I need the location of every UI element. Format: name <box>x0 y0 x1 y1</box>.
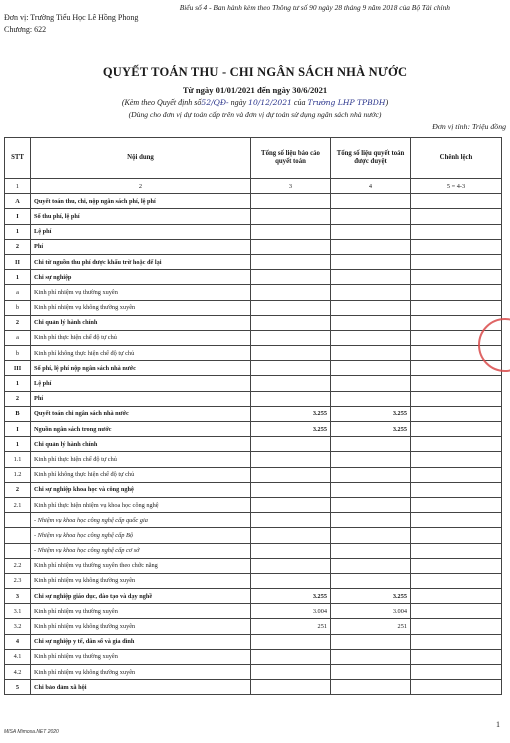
row-content: Chi từ nguồn thu phí được khấu trừ hoặc để lại <box>31 254 251 269</box>
table-row <box>5 224 502 239</box>
row-content: Kinh phí không thực hiện chế độ tự chủ <box>31 467 251 482</box>
row-stt: III <box>5 361 31 376</box>
row-stt: 2.1 <box>5 497 31 512</box>
table-row <box>5 482 502 497</box>
row-difference <box>411 528 502 543</box>
row-content: Nguồn ngân sách trong nước <box>31 422 251 437</box>
row-reported <box>251 634 331 649</box>
row-approved <box>331 649 411 664</box>
row-content: Chi quản lý hành chính <box>31 437 251 452</box>
row-content: - Nhiệm vụ khoa học công nghệ cấp quốc gia <box>31 513 251 528</box>
index-cell: 1 <box>5 179 31 194</box>
row-approved <box>331 558 411 573</box>
row-approved <box>331 497 411 512</box>
attachment-date-label: ngày <box>230 98 247 107</box>
table-row <box>5 361 502 376</box>
row-approved <box>331 528 411 543</box>
table-row <box>5 270 502 285</box>
row-content: Quyết toán thu, chi, nộp ngân sách phí, lệ phí <box>31 194 251 209</box>
row-difference <box>411 422 502 437</box>
row-stt: 1.2 <box>5 467 31 482</box>
row-reported <box>251 497 331 512</box>
table-row <box>5 634 502 649</box>
table-row <box>5 497 502 512</box>
row-stt <box>5 543 31 558</box>
table-row <box>5 239 502 254</box>
table-row <box>5 437 502 452</box>
column-index-row <box>5 179 502 194</box>
table-row <box>5 528 502 543</box>
row-difference <box>411 391 502 406</box>
table-row <box>5 649 502 664</box>
row-content: - Nhiệm vụ khoa học công nghệ cấp cơ sở <box>31 543 251 558</box>
row-stt <box>5 528 31 543</box>
row-stt: b <box>5 346 31 361</box>
row-approved <box>331 452 411 467</box>
table-row <box>5 543 502 558</box>
row-approved <box>331 239 411 254</box>
row-approved <box>331 467 411 482</box>
row-content: Số phí, lệ phí nộp ngân sách nhà nước <box>31 361 251 376</box>
row-reported <box>251 391 331 406</box>
chapter-code: Chương: 622 <box>4 25 47 34</box>
row-approved <box>331 361 411 376</box>
row-stt: b <box>5 300 31 315</box>
row-reported: 3.255 <box>251 422 331 437</box>
row-reported <box>251 239 331 254</box>
row-stt: 5 <box>5 680 31 695</box>
row-stt: A <box>5 194 31 209</box>
row-reported <box>251 543 331 558</box>
header-approved: Tổng số liệu quyết toán được duyệt <box>331 138 411 179</box>
row-reported <box>251 665 331 680</box>
row-reported <box>251 300 331 315</box>
row-reported <box>251 573 331 588</box>
row-content: Lệ phí <box>31 224 251 239</box>
row-content: - Nhiệm vụ khoa học công nghệ cấp Bộ <box>31 528 251 543</box>
table-row <box>5 315 502 330</box>
index-cell: 5 = 4-3 <box>411 179 502 194</box>
row-approved <box>331 482 411 497</box>
row-stt: 1 <box>5 437 31 452</box>
row-approved: 251 <box>331 619 411 634</box>
row-content: Kinh phí nhiệm vụ thường xuyên <box>31 285 251 300</box>
attachment-note <box>0 98 510 107</box>
table-row <box>5 665 502 680</box>
unit-name: Đơn vị: Trường Tiểu Học Lê Hồng Phong <box>4 13 139 22</box>
row-approved <box>331 285 411 300</box>
row-reported <box>251 315 331 330</box>
row-reported: 3.255 <box>251 589 331 604</box>
handwritten-organization: Trường LHP TPBDH <box>307 98 386 107</box>
row-content: Chi quản lý hành chính <box>31 315 251 330</box>
row-reported <box>251 346 331 361</box>
attachment-prefix: (Kèm theo Quyết định số <box>121 98 202 107</box>
row-difference <box>411 285 502 300</box>
document-title: QUYẾT TOÁN THU - CHI NGÂN SÁCH NHÀ NƯỚC <box>102 65 408 79</box>
row-content: Quyết toán chi ngân sách nhà nước <box>31 406 251 421</box>
row-reported <box>251 558 331 573</box>
row-reported: 3.004 <box>251 604 331 619</box>
row-approved <box>331 437 411 452</box>
header-stt: STT <box>5 138 31 179</box>
header-difference: Chênh lệch <box>411 138 502 179</box>
row-difference <box>411 437 502 452</box>
row-reported: 251 <box>251 619 331 634</box>
table-row <box>5 589 502 604</box>
row-reported <box>251 270 331 285</box>
table-row <box>5 406 502 421</box>
row-difference <box>411 619 502 634</box>
row-stt: II <box>5 254 31 269</box>
row-content: Kinh phí nhiệm vụ thường xuyên theo chức năng <box>31 558 251 573</box>
row-approved <box>331 254 411 269</box>
table-row <box>5 194 502 209</box>
index-cell: 3 <box>251 179 331 194</box>
row-reported <box>251 361 331 376</box>
row-reported <box>251 376 331 391</box>
table-row <box>5 376 502 391</box>
row-stt: I <box>5 422 31 437</box>
row-stt: a <box>5 330 31 345</box>
handwritten-decision-number: 52/QĐ- <box>201 98 229 107</box>
header-reported: Tổng số liệu báo cáo quyết toán <box>251 138 331 179</box>
software-footer: MISA Mimosa.NET 2020 <box>4 729 59 735</box>
row-difference <box>411 604 502 619</box>
row-difference <box>411 376 502 391</box>
row-difference <box>411 239 502 254</box>
row-content: Phí <box>31 239 251 254</box>
table-row <box>5 680 502 695</box>
index-cell: 4 <box>331 179 411 194</box>
row-stt: 1 <box>5 224 31 239</box>
row-reported <box>251 467 331 482</box>
table-row <box>5 254 502 269</box>
table-row <box>5 391 502 406</box>
row-approved <box>331 300 411 315</box>
row-reported <box>251 330 331 345</box>
row-difference <box>411 665 502 680</box>
row-difference <box>411 482 502 497</box>
table-row <box>5 467 502 482</box>
row-approved <box>331 665 411 680</box>
row-content: Kinh phí nhiệm vụ không thường xuyên <box>31 619 251 634</box>
row-content: Kinh phí nhiệm vụ không thường xuyên <box>31 665 251 680</box>
row-reported <box>251 285 331 300</box>
row-difference <box>411 589 502 604</box>
row-stt: 3 <box>5 589 31 604</box>
row-difference <box>411 194 502 209</box>
row-approved <box>331 680 411 695</box>
row-stt: 2 <box>5 482 31 497</box>
row-stt: a <box>5 285 31 300</box>
row-content: Chi sự nghiệp khoa học và công nghệ <box>31 482 251 497</box>
handwritten-decision-date: 10/12/2021 <box>248 98 292 107</box>
currency-unit: Đơn vị tính: Triệu đồng <box>432 122 506 131</box>
row-reported <box>251 209 331 224</box>
row-difference <box>411 254 502 269</box>
row-stt: 2 <box>5 239 31 254</box>
row-difference <box>411 543 502 558</box>
row-content: Chi sự nghiệp y tế, dân số và gia đình <box>31 634 251 649</box>
form-note: Biểu số 4 - Ban hành kèm theo Thông tư số 90 ngày 28 tháng 9 năm 2018 của Bộ Tài chính <box>179 3 450 12</box>
row-difference <box>411 300 502 315</box>
row-approved <box>331 194 411 209</box>
row-stt: 1 <box>5 270 31 285</box>
row-content: Chi sự nghiệp giáo dục, đào tạo và dạy nghề <box>31 589 251 604</box>
row-stt: 4.1 <box>5 649 31 664</box>
row-stt: 4.2 <box>5 665 31 680</box>
row-stt: 2.2 <box>5 558 31 573</box>
row-reported <box>251 254 331 269</box>
row-difference <box>411 680 502 695</box>
row-content: Kinh phí nhiệm vụ không thường xuyên <box>31 573 251 588</box>
row-reported <box>251 224 331 239</box>
table-row <box>5 422 502 437</box>
row-content: Lệ phí <box>31 376 251 391</box>
table-row <box>5 452 502 467</box>
row-difference <box>411 270 502 285</box>
row-reported <box>251 482 331 497</box>
row-difference <box>411 573 502 588</box>
row-approved: 3.255 <box>331 422 411 437</box>
row-content: Phí <box>31 391 251 406</box>
row-approved <box>331 330 411 345</box>
row-difference <box>411 224 502 239</box>
table-row <box>5 573 502 588</box>
row-stt <box>5 513 31 528</box>
attachment-of-label: của <box>293 98 306 107</box>
row-difference <box>411 649 502 664</box>
row-difference <box>411 634 502 649</box>
row-approved <box>331 209 411 224</box>
report-period: Từ ngày 01/01/2021 đến ngày 30/6/2021 <box>182 85 328 95</box>
row-approved: 3.255 <box>331 589 411 604</box>
row-content: Chi sự nghiệp <box>31 270 251 285</box>
row-stt: 1 <box>5 376 31 391</box>
row-content: Kinh phí không thực hiện chế độ tự chủ <box>31 346 251 361</box>
table-row <box>5 604 502 619</box>
row-content: Kinh phí thực hiện chế độ tự chủ <box>31 452 251 467</box>
row-difference <box>411 513 502 528</box>
row-approved: 3.255 <box>331 406 411 421</box>
settlement-table <box>4 137 502 695</box>
row-difference <box>411 406 502 421</box>
row-reported: 3.255 <box>251 406 331 421</box>
row-content: Kinh phí nhiệm vụ không thường xuyên <box>31 300 251 315</box>
row-stt: 2.3 <box>5 573 31 588</box>
row-stt: 2 <box>5 315 31 330</box>
table-row <box>5 619 502 634</box>
row-stt: 4 <box>5 634 31 649</box>
table-row <box>5 513 502 528</box>
row-approved <box>331 346 411 361</box>
page-number: 1 <box>496 720 500 729</box>
row-approved <box>331 391 411 406</box>
row-stt: 1.1 <box>5 452 31 467</box>
row-difference <box>411 558 502 573</box>
row-approved <box>331 270 411 285</box>
row-reported <box>251 194 331 209</box>
index-cell: 2 <box>31 179 251 194</box>
row-difference <box>411 452 502 467</box>
row-content: Số thu phí, lệ phí <box>31 209 251 224</box>
row-approved: 3.004 <box>331 604 411 619</box>
row-reported <box>251 528 331 543</box>
row-stt: B <box>5 406 31 421</box>
row-difference <box>411 209 502 224</box>
row-stt: 3.1 <box>5 604 31 619</box>
row-stt: I <box>5 209 31 224</box>
row-content: Kinh phí thực hiện chế độ tự chủ <box>31 330 251 345</box>
row-content: Chi bảo đảm xã hội <box>31 680 251 695</box>
header-content: Nội dung <box>31 138 251 179</box>
table-header-row <box>5 138 502 179</box>
row-approved <box>331 376 411 391</box>
row-stt: 2 <box>5 391 31 406</box>
table-row <box>5 209 502 224</box>
row-content: Kinh phí nhiệm vụ thường xuyên <box>31 604 251 619</box>
row-reported <box>251 649 331 664</box>
table-row <box>5 558 502 573</box>
row-stt: 3.2 <box>5 619 31 634</box>
row-reported <box>251 452 331 467</box>
table-row <box>5 346 502 361</box>
usage-note: (Dùng cho đơn vị dự toán cấp trên và đơn vị dự toán sử dụng ngân sách nhà nước) <box>128 110 382 119</box>
row-difference <box>411 467 502 482</box>
row-content: Kinh phí thực hiện nhiệm vụ khoa học công nghệ <box>31 497 251 512</box>
row-approved <box>331 543 411 558</box>
row-approved <box>331 513 411 528</box>
row-approved <box>331 315 411 330</box>
row-content: Kinh phí nhiệm vụ thường xuyên <box>31 649 251 664</box>
row-reported <box>251 513 331 528</box>
row-approved <box>331 573 411 588</box>
row-reported <box>251 680 331 695</box>
table-row <box>5 285 502 300</box>
row-reported <box>251 437 331 452</box>
row-difference <box>411 497 502 512</box>
row-approved <box>331 634 411 649</box>
attachment-suffix: ) <box>385 98 389 107</box>
table-row <box>5 300 502 315</box>
row-approved <box>331 224 411 239</box>
table-row <box>5 330 502 345</box>
